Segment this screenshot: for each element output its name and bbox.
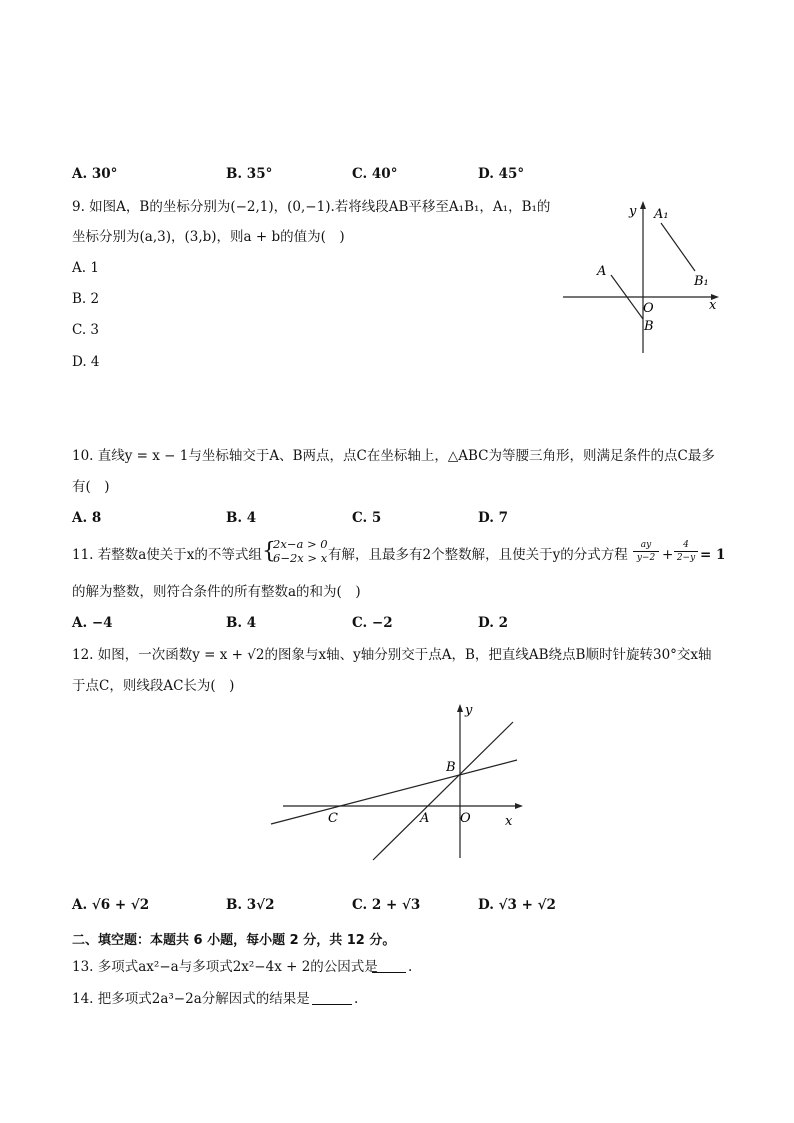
- q12-label-b: B: [446, 760, 456, 775]
- q9-label-b: B: [644, 319, 654, 334]
- q9-option-a: A. 1: [72, 260, 99, 276]
- q11-fraction-1-den: y−2: [636, 553, 656, 563]
- q10-option-a: A. 8: [72, 510, 102, 526]
- q11-fraction-1-num: ay: [633, 539, 659, 552]
- q14-end: .: [354, 991, 359, 1007]
- q11-system-row1: 2x−a > 0: [273, 537, 328, 551]
- q10-option-c: C. 5: [352, 510, 382, 526]
- q11-fraction-1: [633, 539, 659, 564]
- q12-y-arrow: [457, 704, 463, 712]
- q11-option-c: C. −2: [352, 615, 393, 631]
- q9-option-b: B. 2: [72, 291, 100, 307]
- q12-label-x: x: [505, 814, 513, 829]
- q11-line2: 的解为整数，则符合条件的所有整数a的和为( ): [72, 584, 361, 600]
- q11-fraction-2: [674, 539, 698, 564]
- q11-option-d: D. 2: [478, 615, 509, 631]
- q11-option-a: A. −4: [72, 615, 113, 631]
- q11-option-b: B. 4: [226, 615, 257, 631]
- q11-equals: = 1: [700, 547, 726, 563]
- q12-line-ab: [373, 722, 513, 860]
- q11-prefix: 11. 若整数a使关于x的不等式组: [72, 547, 262, 563]
- q11-brace: {: [262, 539, 276, 564]
- q11-system-row2: 6−2x > x: [273, 551, 328, 565]
- q12-line2: 于点C，则线段AC长为( ): [72, 678, 235, 694]
- q12-option-a: A. √6 + √2: [72, 897, 150, 913]
- q9-figure: [555, 195, 730, 360]
- q12-x-arrow: [515, 803, 523, 809]
- q9-label-y: y: [629, 204, 637, 219]
- q11-plus: +: [662, 547, 674, 563]
- q9-label-a: A: [597, 264, 607, 279]
- q9-label-b1: B₁: [694, 274, 709, 289]
- q9-option-c: C. 3: [72, 322, 100, 338]
- q9-label-a1: A₁: [654, 207, 669, 222]
- q8-option-b: B. 35°: [226, 166, 273, 182]
- q9-label-o: O: [643, 301, 654, 316]
- q12-option-c: C. 2 + √3: [352, 897, 421, 913]
- q11-fraction-2-num: 4: [674, 539, 698, 552]
- q8-option-c: C. 40°: [352, 166, 398, 182]
- section-title-fill-in: 二、填空题：本题共 6 小题，每小题 2 分，共 12 分。: [72, 933, 396, 948]
- q8-option-d: D. 45°: [478, 166, 525, 182]
- q10-line1: 10. 直线y = x − 1与坐标轴交于A、B两点，点C在坐标轴上，△ABC为等腰三角形，则满足条件的点C最多: [72, 448, 715, 464]
- q12-figure: [265, 700, 530, 865]
- q9-line2: 坐标分别为(a,3)，(3,b)，则a + b的值为( ): [72, 229, 345, 245]
- q10-option-d: D. 7: [478, 510, 509, 526]
- q12-label-y: y: [465, 703, 473, 718]
- q9-line1: 9. 如图A，B的坐标分别为(−2,1)，(0,−1).若将线段AB平移至A₁B₁，A₁，B₁的: [72, 199, 551, 215]
- q12-line1: 12. 如图，一次函数y = x + √2的图象与x轴、y轴分别交于点A，B，把直线AB绕点B顺时针旋转30°交x轴: [72, 647, 712, 663]
- q11-system: [273, 537, 328, 565]
- q12-label-o: O: [460, 811, 471, 826]
- q11-middle: 有解，且最多有2个整数解，且使关于y的分式方程: [328, 547, 628, 563]
- q11-fraction-2-den: 2−y: [676, 553, 696, 563]
- q9-y-arrow: [640, 201, 646, 209]
- q12-option-d: D. √3 + √2: [478, 897, 556, 913]
- q12-option-b: B. 3√2: [226, 897, 275, 913]
- q12-label-c: C: [328, 811, 338, 826]
- q8-option-a: A. 30°: [72, 166, 118, 182]
- q12-line-bc: [271, 760, 517, 824]
- q9-option-d: D. 4: [72, 354, 100, 370]
- q13-answer-blank: [372, 972, 406, 973]
- q9-segment-a1b1: [661, 223, 695, 271]
- q10-line2: 有( ): [72, 479, 110, 495]
- q14-text: 14. 把多项式2a³−2a分解因式的结果是: [72, 991, 310, 1007]
- q10-option-b: B. 4: [226, 510, 257, 526]
- q14-answer-blank: [312, 1004, 352, 1005]
- q13-end: .: [408, 959, 413, 975]
- q13-text: 13. 多项式ax²−a与多项式2x²−4x + 2的公因式是: [72, 959, 378, 975]
- q12-label-a: A: [420, 811, 430, 826]
- q9-label-x: x: [709, 298, 717, 313]
